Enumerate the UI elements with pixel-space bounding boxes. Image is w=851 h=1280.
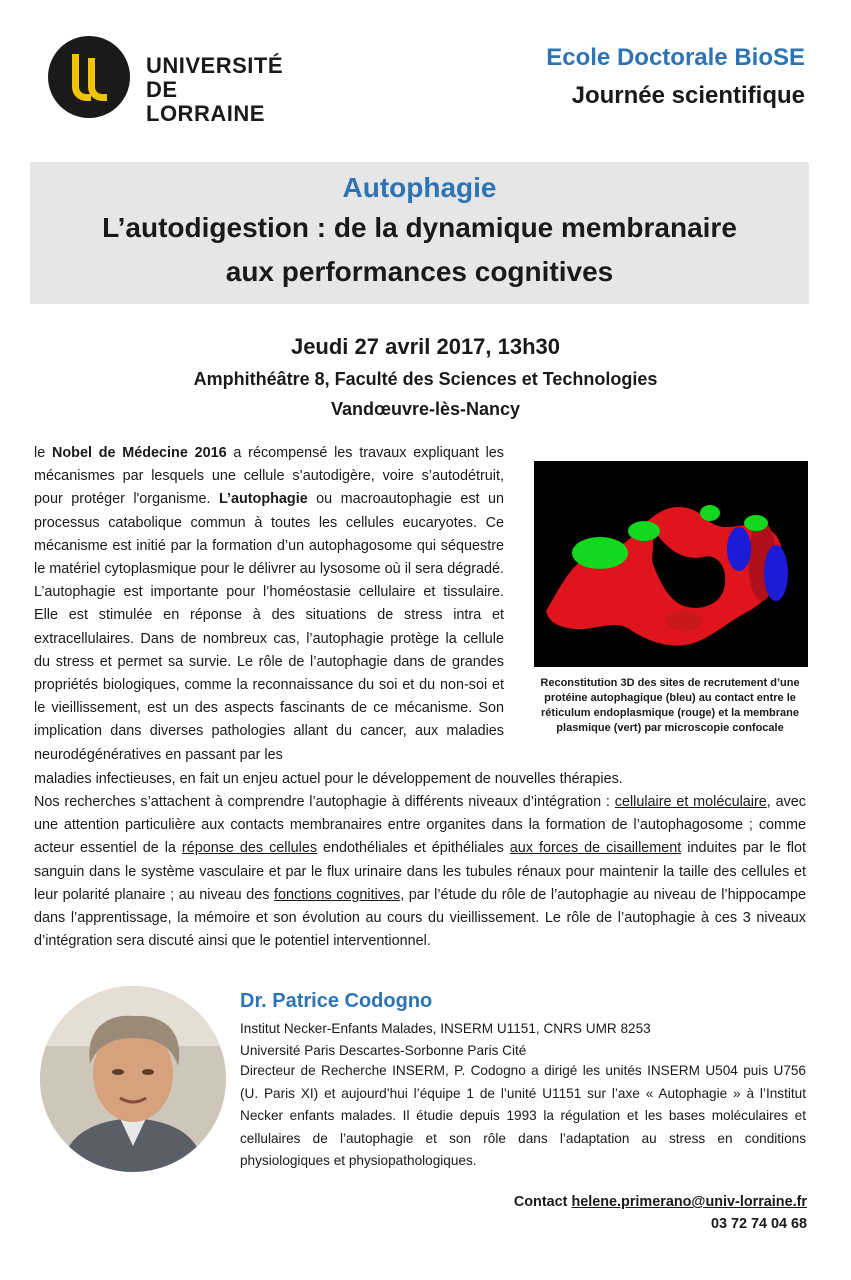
intro-paragraph: le Nobel de Médecine 2016 a récompensé les travaux expliquant les mécanismes par lesquels une cellule s’autodigère, voire s’autodétruit, pour protéger l'organisme. L’autophagie ou macroautophagie est un processus catabolique commun à toutes les cellules eucaryotes. Ce mécanisme est initié par la formation d’un autophagosome qui séquestre le matériel cytoplasmique pour le délivrer au lysosome où il sera dégradé. L’autophagie est importante pour l’homéostasie cellulaire et tissulaire. Elle est stimulée en réponse à des situations de stress intra et extracellulaires. Dans de nombreux cas, l’autophagie protège la cellule du stress et permet sa survie. Le rôle de l’autophagie dans de grandes propriétés biologiques, comme la reconnaissance du soi et du non-soi et le vieillissement, est un des aspects fascinants de ce mécanisme. Son implication dans diverses pathologies allant du cancer, aux maladies neurodégénératives en passant par les	[34, 445, 504, 763]
underlined-response: réponse des cellules	[181, 840, 318, 857]
figure-caption: Reconstitution 3D des sites de recrutement d’une protéine autophagique (bleu) au contact entre le réticulum endoplasmique (rouge) et la membrane plasmique (vert) par microscopie confocale	[540, 677, 800, 734]
intro-paragraph-end: maladies infectieuses, en fait un enjeu actuel pour le développement de nouvelles thérapies.	[34, 771, 623, 787]
main-title-line1: L’autodigestion : de la dynamique membranaire	[102, 212, 737, 243]
title-banner	[30, 162, 809, 304]
underlined-forces: aux forces de cisaillement	[509, 840, 682, 857]
speaker-photo	[40, 986, 226, 1172]
event-city: Vandœuvre-lès-Nancy	[330, 399, 521, 419]
logo-wordmark	[146, 54, 288, 126]
microscopy-image	[534, 461, 808, 667]
doctoral-school-title: Ecole Doctorale BioSE	[546, 44, 805, 71]
autophagy-highlight: L’autophagie	[218, 491, 308, 508]
contact-email-link[interactable]: helene.primerano@univ-lorraine.fr	[571, 1194, 807, 1210]
speaker-affiliation-1: Institut Necker-Enfants Malades, INSERM U1151, CNRS UMR 8253	[240, 1021, 651, 1036]
university-logo	[48, 36, 288, 124]
microscopy-figure	[534, 461, 808, 667]
speaker-name: Dr. Patrice Codogno	[240, 990, 433, 1012]
speaker-affiliation-2: Université Paris Descartes-Sorbonne Paris Cité	[240, 1043, 527, 1058]
topic-title: Autophagie	[342, 172, 497, 203]
contact-phone: 03 72 74 04 68	[710, 1216, 807, 1232]
speaker-portrait	[40, 986, 226, 1172]
event-place: Amphithéâtre 8, Faculté des Sciences et Technologies	[193, 369, 658, 389]
underlined-cellular: cellulaire et moléculaire	[614, 794, 767, 810]
contact-line	[514, 1194, 807, 1210]
event-type: Journée scientifique	[571, 82, 805, 109]
research-paragraph: Nos recherches s’attachent à comprendre l’autophagie à différents niveaux d’intégration : cellulaire et moléculaire, avec une attention particulière aux contacts membranaires entre organites dans la formation de l’autophagosome ; comme acteur essentiel de la réponse des cellules endothéliales et épithéliales aux forces de cisaillement induites par le flot sanguin dans le système vasculaire et par le flux urinaire dans les tubules rénaux pour maintenir la taille des cellules et leur polarité planaire ; au niveau des fonctions cognitives, par l’étude du rôle de l’autophagie au niveau de l’hippocampe dans l’apprentissage, la mémoire et son évolution au cours du vieillissement. Le rôle de l’autophagie à ces 3 niveaux d’intégration sera discuté ainsi que le potentiel interventionnel.	[34, 794, 807, 950]
underlined-cognitive: fonctions cognitives	[274, 886, 401, 903]
contact-label: Contact	[513, 1194, 572, 1210]
event-date: Jeudi 27 avril 2017, 13h30	[290, 334, 561, 359]
speaker-bio: Directeur de Recherche INSERM, P. Codogno a dirigé les unités INSERM U504 puis U756 (U. Paris XI) et aujourd’hui l’équipe 1 de l’unité U1151 sur l’axe « Autophagie » à l’Institut Necker enfants malades. Il étudie depuis 1993 la régulation et les bases moléculaires et cellulaires de l’autophagie et son rôle dans l’adaptation au stress en conditions physiologiques et physiopathologiques.	[240, 1063, 806, 1168]
main-title-line2: aux performances cognitives	[225, 256, 614, 287]
logo-line2: DE LORRAINE	[146, 77, 265, 126]
logo-line1: UNIVERSITÉ	[146, 53, 284, 78]
logo-emblem	[48, 36, 130, 118]
nobel-highlight: Nobel de Médecine 2016	[51, 445, 227, 461]
